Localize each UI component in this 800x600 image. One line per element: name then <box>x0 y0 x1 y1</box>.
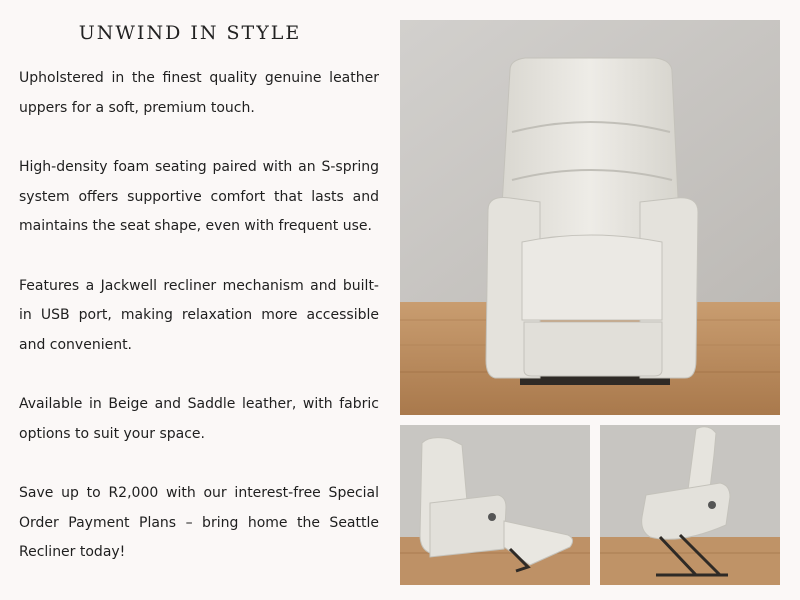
main-product-photo <box>400 20 780 415</box>
recliner-lift-illustration <box>600 425 780 585</box>
reclined-side-photo <box>400 425 590 585</box>
paragraph-availability: Available in Beige and Saddle leather, with fabric options to suit your space. <box>19 396 379 442</box>
lift-position-photo <box>600 425 780 585</box>
paragraph-upholstery: Upholstered in the finest quality genuine leather uppers for a soft, premium touch. <box>19 70 379 116</box>
paragraph-payment-plans: Save up to R2,000 with our interest-free Special Order Payment Plans – bring home the Seattle Recliner today! <box>19 485 379 560</box>
description-copy <box>19 64 379 598</box>
paragraph-recliner-mechanism: Features a Jackwell recliner mechanism and built-in USB port, making relaxation more accessible and convenient. <box>19 277 379 353</box>
section-heading: UNWIND IN STYLE <box>78 22 302 44</box>
recliner-front-illustration <box>400 20 780 415</box>
recliner-reclined-illustration <box>400 425 590 585</box>
paragraph-foam-seating: High-density foam seating paired with an S-spring system offers supportive comfort that lasts and maintains the seat shape, even with frequent use. <box>19 159 379 234</box>
